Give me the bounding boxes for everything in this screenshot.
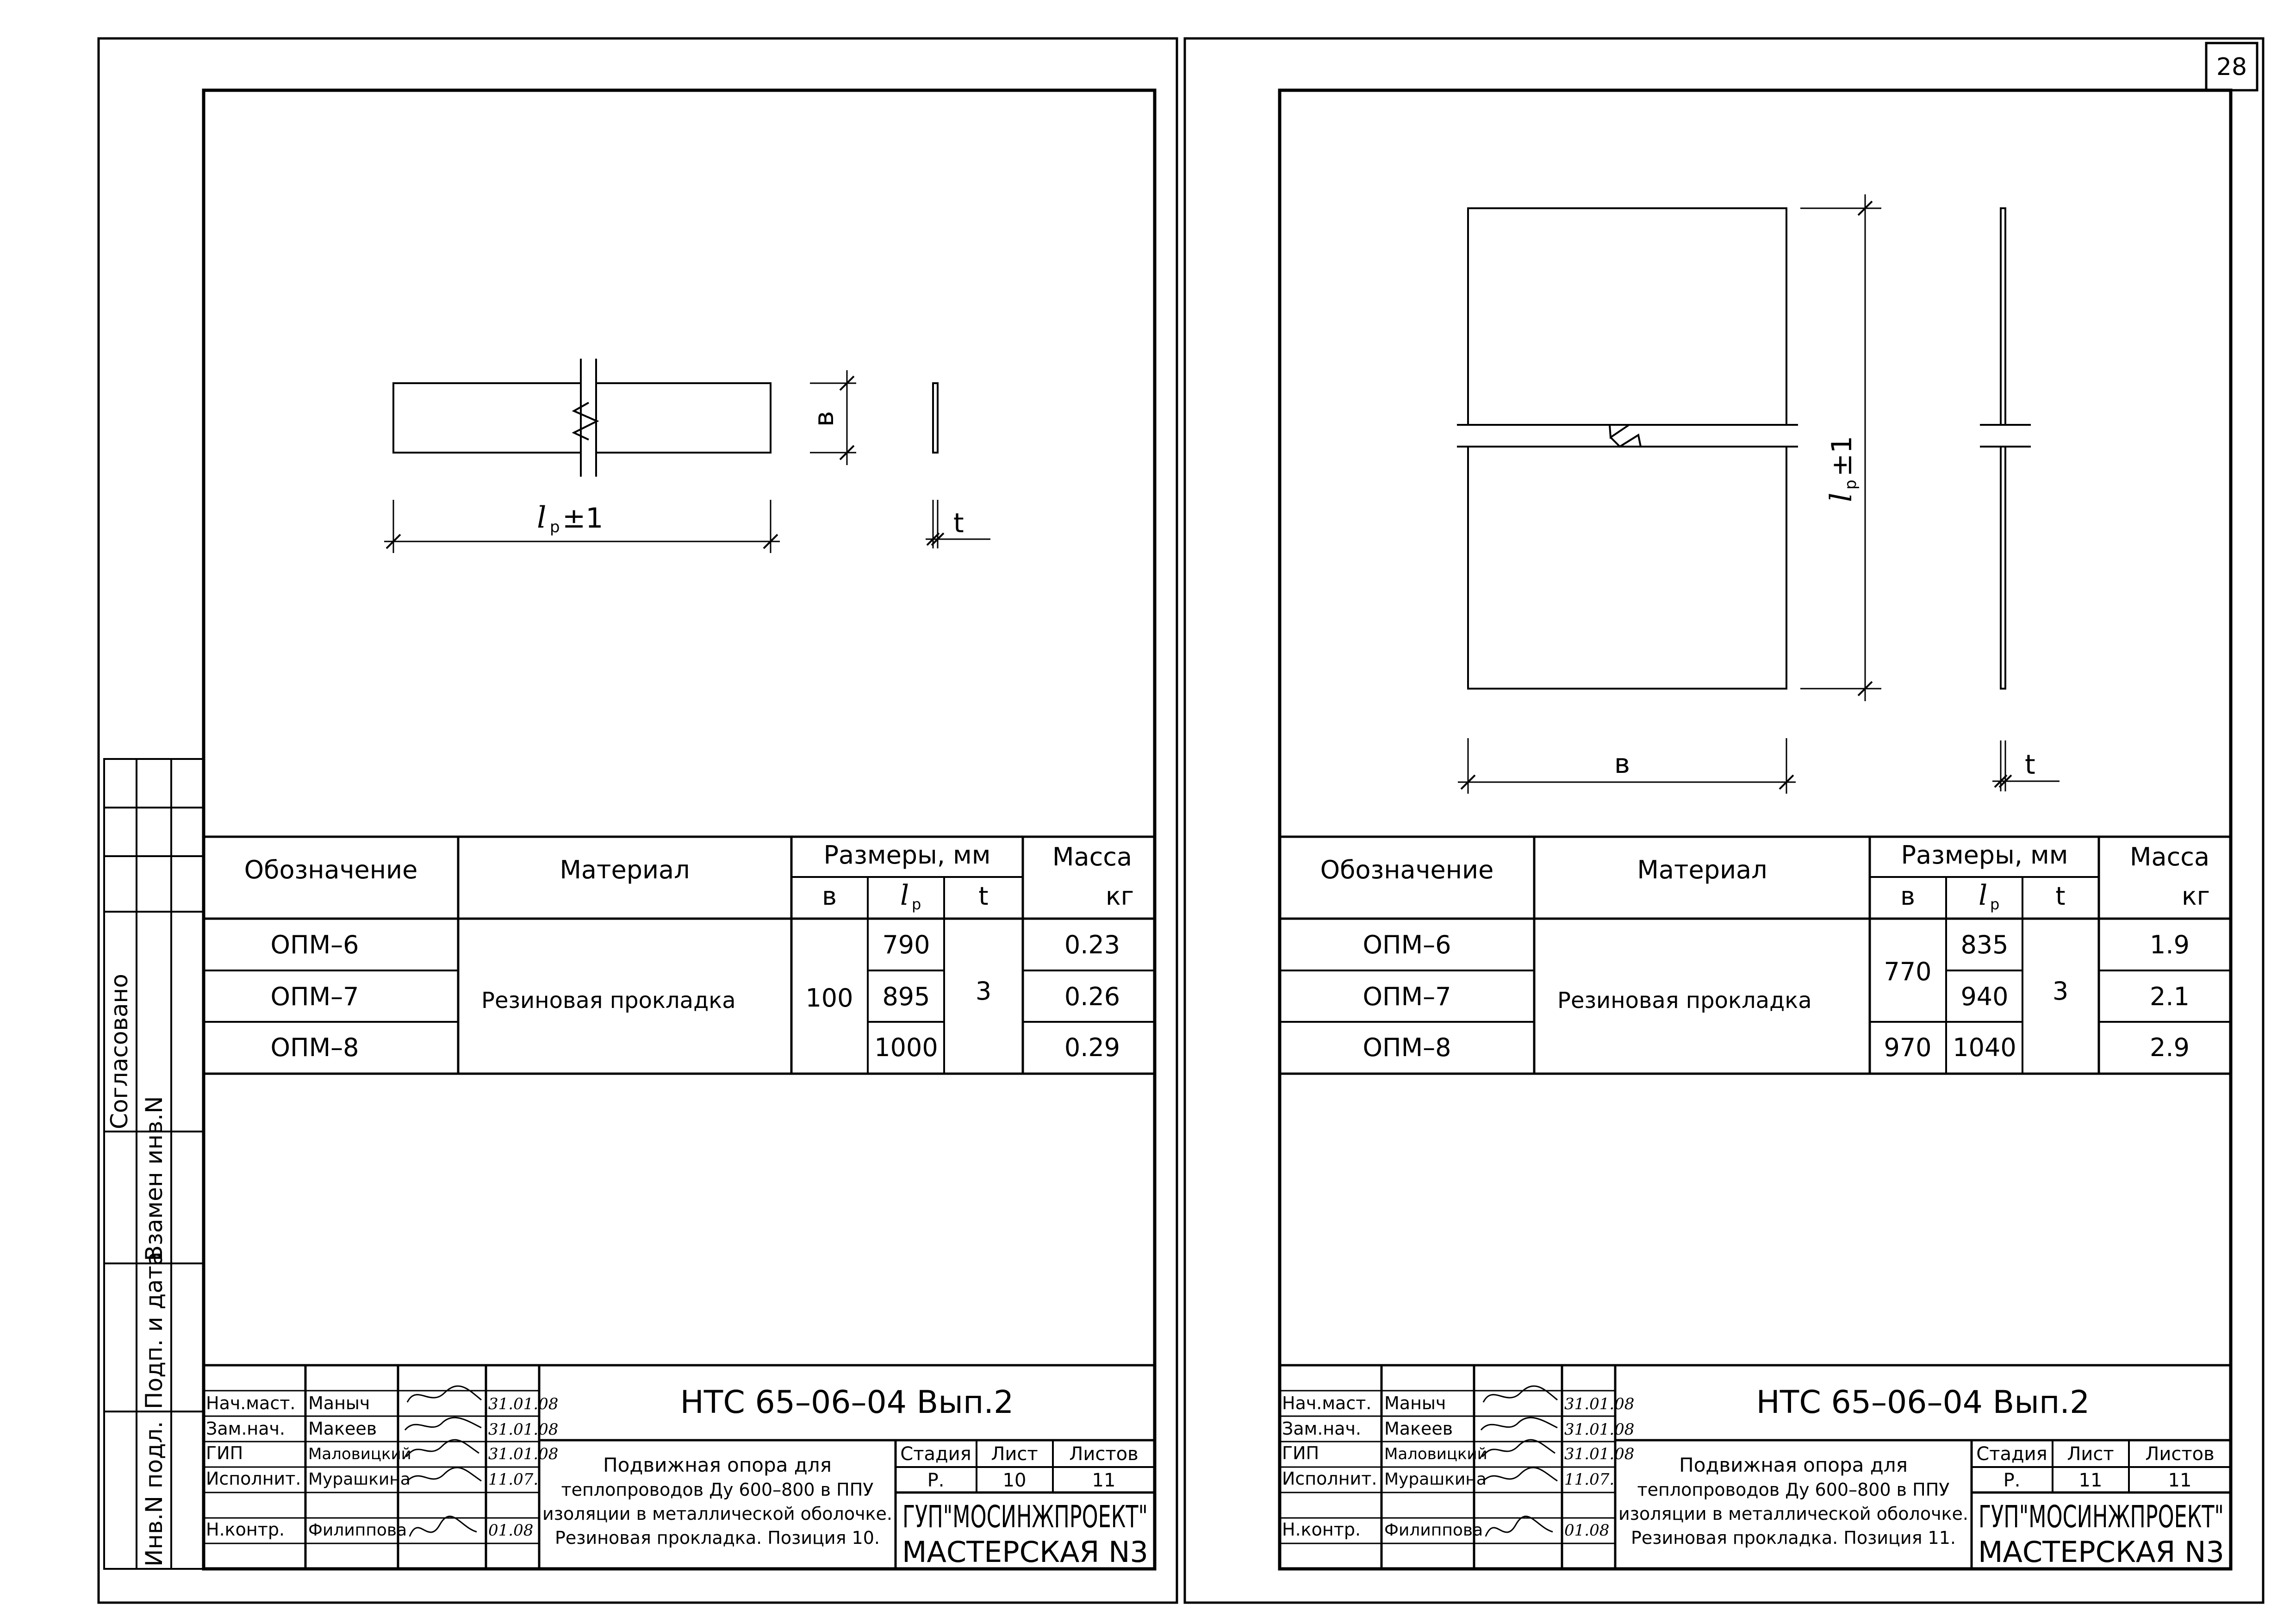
right-role: Н.контр. xyxy=(1282,1519,1361,1540)
right-row-l: 940 xyxy=(1960,982,2009,1011)
stamp-soglasovano: Согласовано xyxy=(106,974,133,1129)
right-th-b: в xyxy=(1900,882,1915,911)
left-th-sizes: Размеры, мм xyxy=(823,840,991,870)
right-row-mass: 2.9 xyxy=(2150,1033,2190,1062)
right-signatures xyxy=(1481,1386,1557,1536)
svg-text:р: р xyxy=(550,518,560,536)
right-person-name: Маловицкий xyxy=(1384,1445,1487,1463)
right-dim-l xyxy=(1824,436,1860,502)
right-person-name: Мурашкина xyxy=(1384,1470,1487,1489)
left-row-mass: 0.29 xyxy=(1064,1033,1120,1062)
right-sign-date: 31.01.08 xyxy=(1564,1445,1635,1463)
right-t-value: 3 xyxy=(2052,976,2069,1006)
left-th-l xyxy=(900,879,921,913)
right-b-value-top: 770 xyxy=(1884,957,1932,986)
left-row-l: 895 xyxy=(882,982,930,1011)
right-dim-t: t xyxy=(2025,749,2035,780)
left-role: Исполнит. xyxy=(206,1468,301,1489)
left-org-workshop: МАСТЕРСКАЯ N3 xyxy=(902,1535,1148,1569)
right-dim-b: в xyxy=(1614,748,1630,779)
svg-text:l: l xyxy=(1979,879,1988,912)
right-row-mass: 2.1 xyxy=(2150,982,2190,1011)
left-person-name: Макеев xyxy=(308,1418,377,1439)
left-row-l: 1000 xyxy=(874,1033,938,1062)
right-sheets: 11 xyxy=(2168,1470,2192,1491)
left-person-name: Филиппова xyxy=(308,1521,407,1540)
left-role: Зам.нач. xyxy=(206,1418,286,1439)
left-doc-code: НТС 65–06–04 Вып.2 xyxy=(680,1384,1014,1421)
stamp-inv-podl: Инв.N подл. xyxy=(141,1421,168,1567)
left-dim-b: в xyxy=(808,410,840,427)
right-description: изоляции в металлической оболочке. xyxy=(1618,1504,1968,1524)
right-role: ГИП xyxy=(1282,1443,1319,1463)
right-description: Резиновая прокладка. Позиция 11. xyxy=(1631,1528,1956,1548)
left-sheet: 10 xyxy=(1002,1470,1027,1491)
right-row-l: 1040 xyxy=(1953,1033,2016,1062)
right-role: Нач.маст. xyxy=(1282,1393,1372,1413)
right-org-workshop: МАСТЕРСКАЯ N3 xyxy=(1978,1535,2224,1569)
sheet-number-box xyxy=(2206,43,2257,90)
left-sign-date: 01.08 xyxy=(488,1521,534,1540)
left-person-name: Маныч xyxy=(308,1393,370,1413)
left-sign-date: 11.07. xyxy=(488,1470,539,1489)
left-part-drawing xyxy=(384,359,990,553)
left-row-l: 790 xyxy=(882,930,930,959)
right-sheet-label: Лист xyxy=(2067,1443,2114,1465)
right-material: Резиновая прокладка xyxy=(1557,988,1812,1014)
left-row-designation: ОПМ–6 xyxy=(270,930,359,959)
left-sign-date: 31.01.08 xyxy=(488,1445,559,1463)
right-part-drawing xyxy=(1457,194,2060,794)
left-t-value: 3 xyxy=(975,976,992,1006)
left-signatures xyxy=(405,1386,481,1536)
right-row-designation: ОПМ–6 xyxy=(1363,930,1451,959)
left-person-name: Мурашкина xyxy=(308,1470,411,1489)
left-spec-table-text xyxy=(244,840,1134,1062)
left-person-name: Маловицкий xyxy=(308,1445,411,1463)
left-description: Резиновая прокладка. Позиция 10. xyxy=(555,1528,880,1548)
left-stage: Р. xyxy=(927,1470,945,1491)
left-row-designation: ОПМ–7 xyxy=(270,982,359,1011)
left-stage-label: Стадия xyxy=(900,1443,971,1465)
right-th-designation: Обозначение xyxy=(1320,855,1494,884)
left-th-material: Материал xyxy=(560,855,690,884)
right-row-designation: ОПМ–7 xyxy=(1363,982,1451,1011)
left-sign-date: 31.01.08 xyxy=(488,1420,559,1439)
left-description: Подвижная опора для xyxy=(603,1454,832,1476)
right-th-mass-unit: кг xyxy=(2182,882,2210,911)
left-dim-t: t xyxy=(953,507,964,539)
left-role: ГИП xyxy=(206,1443,243,1463)
right-org-name: ГУП"МОСИНЖПРОЕКТ" xyxy=(1979,1499,2224,1535)
right-sign-date: 31.01.08 xyxy=(1564,1395,1635,1413)
right-sheet: 11 xyxy=(2078,1470,2103,1491)
right-stage-label: Стадия xyxy=(1976,1443,2047,1465)
right-th-l xyxy=(1979,879,1999,913)
right-role: Исполнит. xyxy=(1282,1468,1377,1489)
right-th-material: Материал xyxy=(1637,855,1767,884)
right-person-name: Филиппова xyxy=(1384,1521,1483,1540)
left-role: Н.контр. xyxy=(206,1519,285,1540)
right-sign-date: 31.01.08 xyxy=(1564,1420,1635,1439)
outer-frame xyxy=(99,38,2263,1603)
right-row-l: 835 xyxy=(1960,930,2009,959)
right-stage: Р. xyxy=(2003,1470,2021,1491)
left-row-designation: ОПМ–8 xyxy=(270,1033,359,1062)
left-role: Нач.маст. xyxy=(206,1393,296,1413)
right-doc-code: НТС 65–06–04 Вып.2 xyxy=(1756,1384,2090,1421)
stamp-vzamen-inv: Взамен инв.N xyxy=(141,1096,168,1261)
svg-text:±1: ±1 xyxy=(562,502,604,535)
left-sign-date: 31.01.08 xyxy=(488,1395,559,1413)
left-th-t: t xyxy=(978,882,989,911)
right-th-t: t xyxy=(2055,882,2066,911)
right-sign-date: 01.08 xyxy=(1564,1521,1610,1540)
right-th-mass: Масса xyxy=(2129,842,2210,871)
left-th-mass-unit: кг xyxy=(1106,882,1134,911)
left-sheets-label: Листов xyxy=(1069,1443,1139,1465)
left-b-value: 100 xyxy=(805,983,853,1013)
left-th-designation: Обозначение xyxy=(244,855,418,884)
left-row-mass: 0.23 xyxy=(1064,930,1120,959)
svg-text:р: р xyxy=(912,895,921,913)
right-description: теплопроводов Ду 600–800 в ППУ xyxy=(1637,1480,1950,1500)
left-row-mass: 0.26 xyxy=(1064,982,1120,1011)
left-material: Резиновая прокладка xyxy=(481,988,736,1014)
right-description: Подвижная опора для xyxy=(1679,1454,1908,1476)
right-th-sizes: Размеры, мм xyxy=(1901,840,2068,870)
right-person-name: Макеев xyxy=(1384,1418,1453,1439)
left-th-mass: Масса xyxy=(1052,842,1132,871)
left-title-block-text xyxy=(206,1384,1148,1569)
svg-text:l: l xyxy=(900,879,909,912)
svg-text:р: р xyxy=(1842,479,1860,490)
right-b-value-bottom: 970 xyxy=(1884,1033,1932,1062)
sheet-number: 28 xyxy=(2216,53,2247,81)
left-dim-l xyxy=(537,501,603,536)
left-org-name: ГУП"МОСИНЖПРОЕКТ" xyxy=(902,1499,1148,1535)
right-row-designation: ОПМ–8 xyxy=(1363,1033,1451,1062)
stamp-podp-data: Подп. и дата xyxy=(141,1251,168,1409)
svg-text:l: l xyxy=(1824,492,1859,502)
right-spec-table-text xyxy=(1320,840,2210,1062)
left-description: изоляции в металлической оболочке. xyxy=(542,1504,892,1524)
svg-text:±1: ±1 xyxy=(1826,435,1858,477)
right-sign-date: 11.07. xyxy=(1564,1470,1615,1489)
left-description: теплопроводов Ду 600–800 в ППУ xyxy=(561,1480,874,1500)
right-sheets-label: Листов xyxy=(2145,1443,2215,1465)
left-sheets: 11 xyxy=(1092,1470,1116,1491)
right-title-block-text xyxy=(1282,1384,2224,1569)
svg-text:l: l xyxy=(537,501,547,535)
left-th-b: в xyxy=(822,882,837,911)
svg-text:р: р xyxy=(1990,895,2000,913)
right-row-mass: 1.9 xyxy=(2150,930,2190,959)
right-person-name: Маныч xyxy=(1384,1393,1446,1413)
right-role: Зам.нач. xyxy=(1282,1418,1362,1439)
left-sheet-label: Лист xyxy=(991,1443,1038,1465)
